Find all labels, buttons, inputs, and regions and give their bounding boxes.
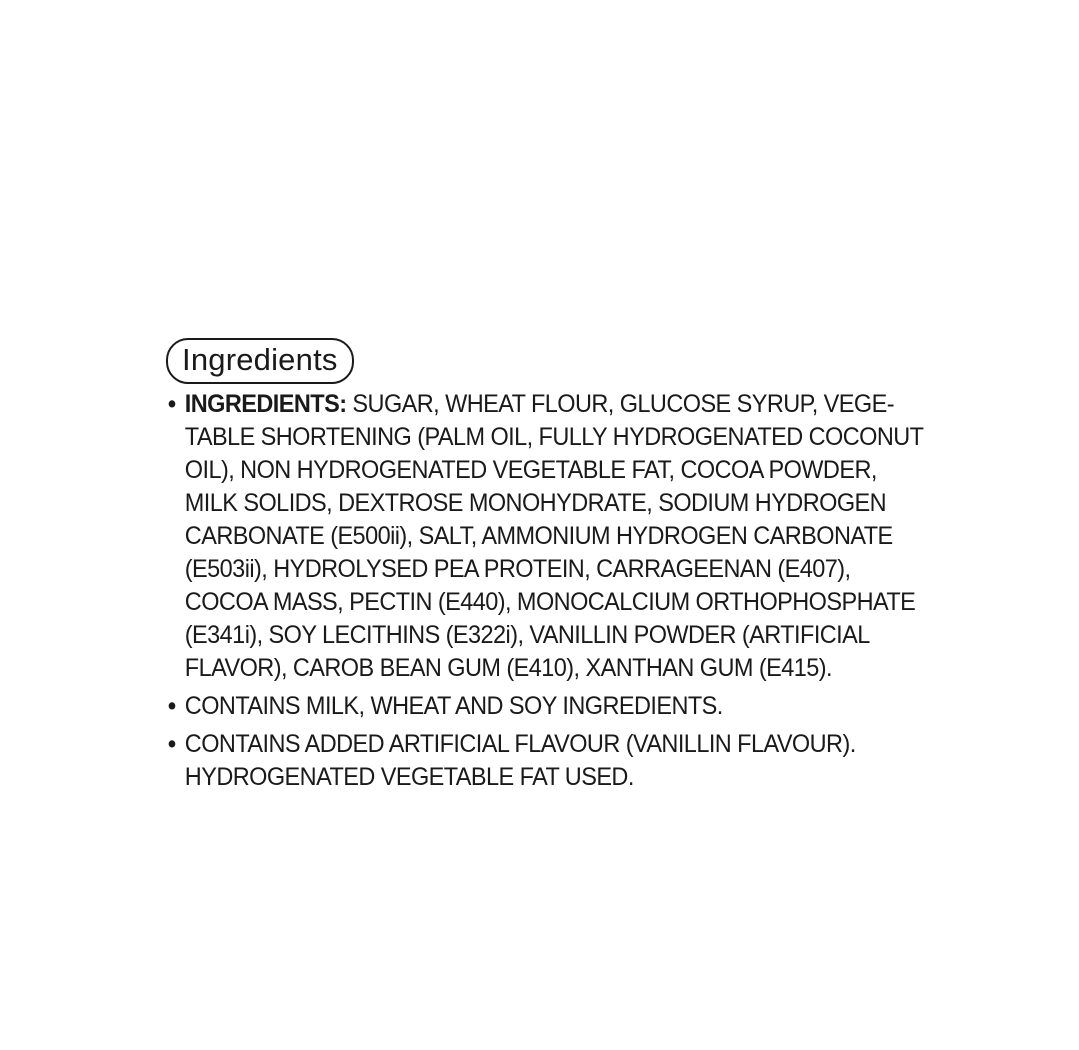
bullet-icon: •: [167, 730, 176, 758]
flavour-notice-item: [166, 728, 927, 794]
ingredients-label-panel: [166, 338, 926, 799]
bullet-icon: •: [167, 390, 176, 418]
ingredients-heading: Ingredients: [166, 338, 354, 384]
ingredients-line: FLAVOR), CAROB BEAN GUM (E410), XANTHAN GUM (E415).: [184, 654, 833, 682]
ingredients-line: [185, 388, 928, 421]
ingredients-line: (E503ii), HYDROLYSED PEA PROTEIN, CARRAGEENAN (E407),: [184, 555, 851, 583]
allergen-statement-item: [166, 690, 927, 723]
ingredients-line: OIL), NON HYDROGENATED VEGETABLE FAT, COCOA POWDER,: [184, 456, 877, 484]
bullet-icon: •: [167, 692, 176, 720]
allergen-line: CONTAINS MILK, WHEAT AND SOY INGREDIENTS.: [184, 692, 723, 720]
ingredients-lead-label: INGREDIENTS:: [184, 390, 347, 418]
ingredients-line-text: SUGAR, WHEAT FLOUR, GLUCOSE SYRUP, VEGE-: [346, 390, 894, 418]
ingredients-bullet-list: [166, 388, 926, 794]
ingredients-line: CARBONATE (E500ii), SALT, AMMONIUM HYDROGEN CARBONATE: [184, 522, 893, 550]
ingredients-list-item: [166, 388, 927, 685]
ingredients-line: COCOA MASS, PECTIN (E440), MONOCALCIUM ORTHOPHOSPHATE: [184, 588, 916, 616]
ingredients-line: TABLE SHORTENING (PALM OIL, FULLY HYDROGENATED COCONUT: [184, 423, 924, 451]
flavour-notice-line: CONTAINS ADDED ARTIFICIAL FLAVOUR (VANILLIN FLAVOUR).: [184, 730, 856, 758]
flavour-notice-line: HYDROGENATED VEGETABLE FAT USED.: [184, 763, 634, 791]
ingredients-line: (E341i), SOY LECITHINS (E322i), VANILLIN POWDER (ARTIFICIAL: [184, 621, 870, 649]
ingredients-line: MILK SOLIDS, DEXTROSE MONOHYDRATE, SODIUM HYDROGEN: [184, 489, 887, 517]
